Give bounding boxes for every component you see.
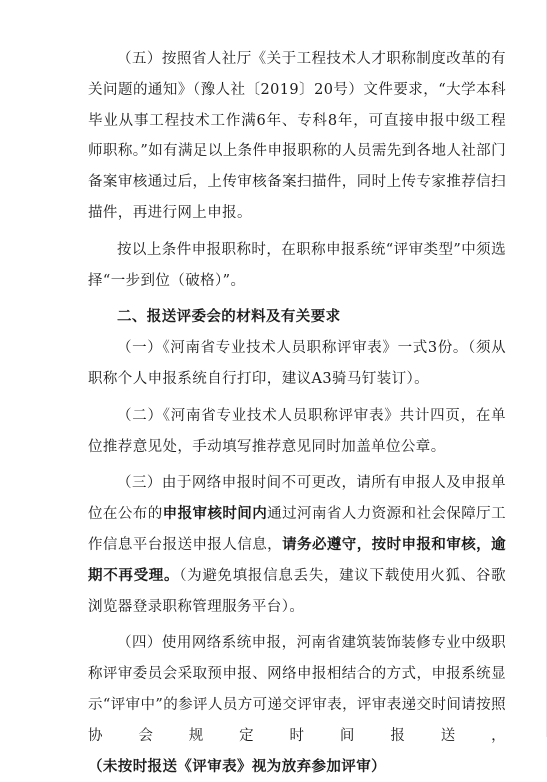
- paragraph-item-5: （五）按照省人社厅《关于工程技术人才职称制度改革的有关问题的通知》（豫人社〔2019〕20号）文件要求，“大学本科毕业从事工程技术工作满6年、专科8年，可直接申报中级工程师职称。”如有满足以上条件申报职称的人员需先到各地人社部门备案审核通过后，上传审核备案扫描件，同时上传专家推荐信扫描件，再进行网上申报。: [88, 51, 506, 221]
- requirement-4-emphasis: （未按时报送《评审表》视为放弃参加评审）: [88, 758, 386, 775]
- section-heading-2: 二、报送评委会的材料及有关要求: [117, 309, 341, 326]
- paragraph-requirement-4: [88, 628, 506, 782]
- paragraph-requirement-2: （二）《河南省专业技术人员职称评审表》共计四页，在单位推荐意见处，手动填写推荐意见同时加盖单位公章。: [88, 407, 506, 455]
- requirement-4-text: （四）使用网络系统申报，河南省建筑装饰装修专业中级职称评审委员会采取预申报、网络申报相结合的方式，申报系统显示“评审中”的参评人员方可递交评审表，评审表递交时间请按照协会规定时间报送，: [88, 635, 506, 744]
- requirement-3-text-c: （为避免填报信息丢失，建议下载使用火狐、谷歌浏览器登录职称管理服务平台）。: [88, 567, 506, 615]
- requirement-3-emphasis-period: 申报审核时间内: [162, 506, 268, 523]
- paragraph-selection-note: 按以上条件申报职称时，在职称申报系统“评审类型”中须选择“一步到位（破格）”。: [88, 241, 506, 289]
- requirement-3-text-b: 通过河南省人力资源和社会保障厅工作信息平台报送申报人信息，: [88, 506, 507, 553]
- requirement-3-emphasis-deadline: 请务必遵守，按时申报和审核，逾期不再受理。: [88, 536, 507, 584]
- paragraph-requirement-1: （一）《河南省专业技术人员职称评审表》一式3份。（须从职称个人申报系统自行打印，建议A3骑马钉装订）。: [88, 340, 506, 387]
- requirement-3-text-a: （三）由于网络申报时间不可更改，请所有申报人及申报单位在公布的: [88, 475, 506, 523]
- document-body: [88, 44, 506, 782]
- paragraph-requirement-3: [88, 468, 506, 622]
